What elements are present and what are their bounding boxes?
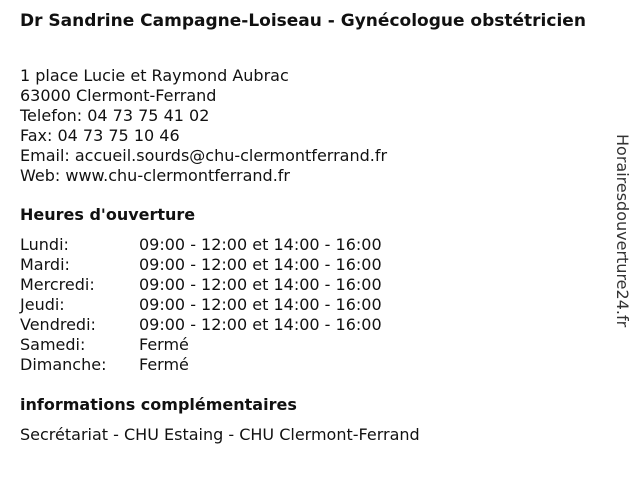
day-label: Lundi: [20, 235, 69, 254]
hours-row-thursday [20, 295, 440, 315]
day-label: Jeudi: [20, 295, 65, 314]
hours-value: Fermé [139, 355, 189, 374]
day-label: Dimanche: [20, 355, 107, 374]
hours-value: 09:00 - 12:00 et 14:00 - 16:00 [139, 235, 382, 254]
day-label: Vendredi: [20, 315, 96, 334]
opening-hours-heading: Heures d'ouverture [20, 205, 196, 224]
day-label: Samedi: [20, 335, 86, 354]
hours-row-wednesday [20, 275, 440, 295]
email-address: Email: accueil.sourds@chu-clermontferrand.fr [20, 146, 388, 165]
day-label: Mercredi: [20, 275, 95, 294]
page-title: Dr Sandrine Campagne-Loiseau - Gynécologue obstétricien [20, 11, 586, 31]
opening-hours-table [20, 235, 440, 375]
fax-number: Fax: 04 73 75 10 46 [20, 126, 180, 145]
hours-value: 09:00 - 12:00 et 14:00 - 16:00 [139, 255, 382, 274]
phone-number: Telefon: 04 73 75 41 02 [20, 106, 210, 125]
hours-row-saturday [20, 335, 440, 355]
additional-info-heading: informations complémentaires [20, 395, 297, 414]
site-watermark: Horairesdouverture24.fr [613, 134, 632, 328]
hours-row-sunday [20, 355, 440, 375]
contact-block [20, 66, 387, 186]
hours-row-tuesday [20, 255, 440, 275]
website: Web: www.chu-clermontferrand.fr [20, 166, 291, 185]
hours-row-friday [20, 315, 440, 335]
hours-value: 09:00 - 12:00 et 14:00 - 16:00 [139, 295, 382, 314]
hours-value: Fermé [139, 335, 189, 354]
hours-value: 09:00 - 12:00 et 14:00 - 16:00 [139, 275, 382, 294]
additional-info-text: Secrétariat - CHU Estaing - CHU Clermont-Ferrand [20, 425, 420, 444]
street-address: 1 place Lucie et Raymond Aubrac [20, 66, 289, 85]
hours-value: 09:00 - 12:00 et 14:00 - 16:00 [139, 315, 382, 334]
hours-row-monday [20, 235, 440, 255]
day-label: Mardi: [20, 255, 70, 274]
postal-city: 63000 Clermont-Ferrand [20, 86, 217, 105]
